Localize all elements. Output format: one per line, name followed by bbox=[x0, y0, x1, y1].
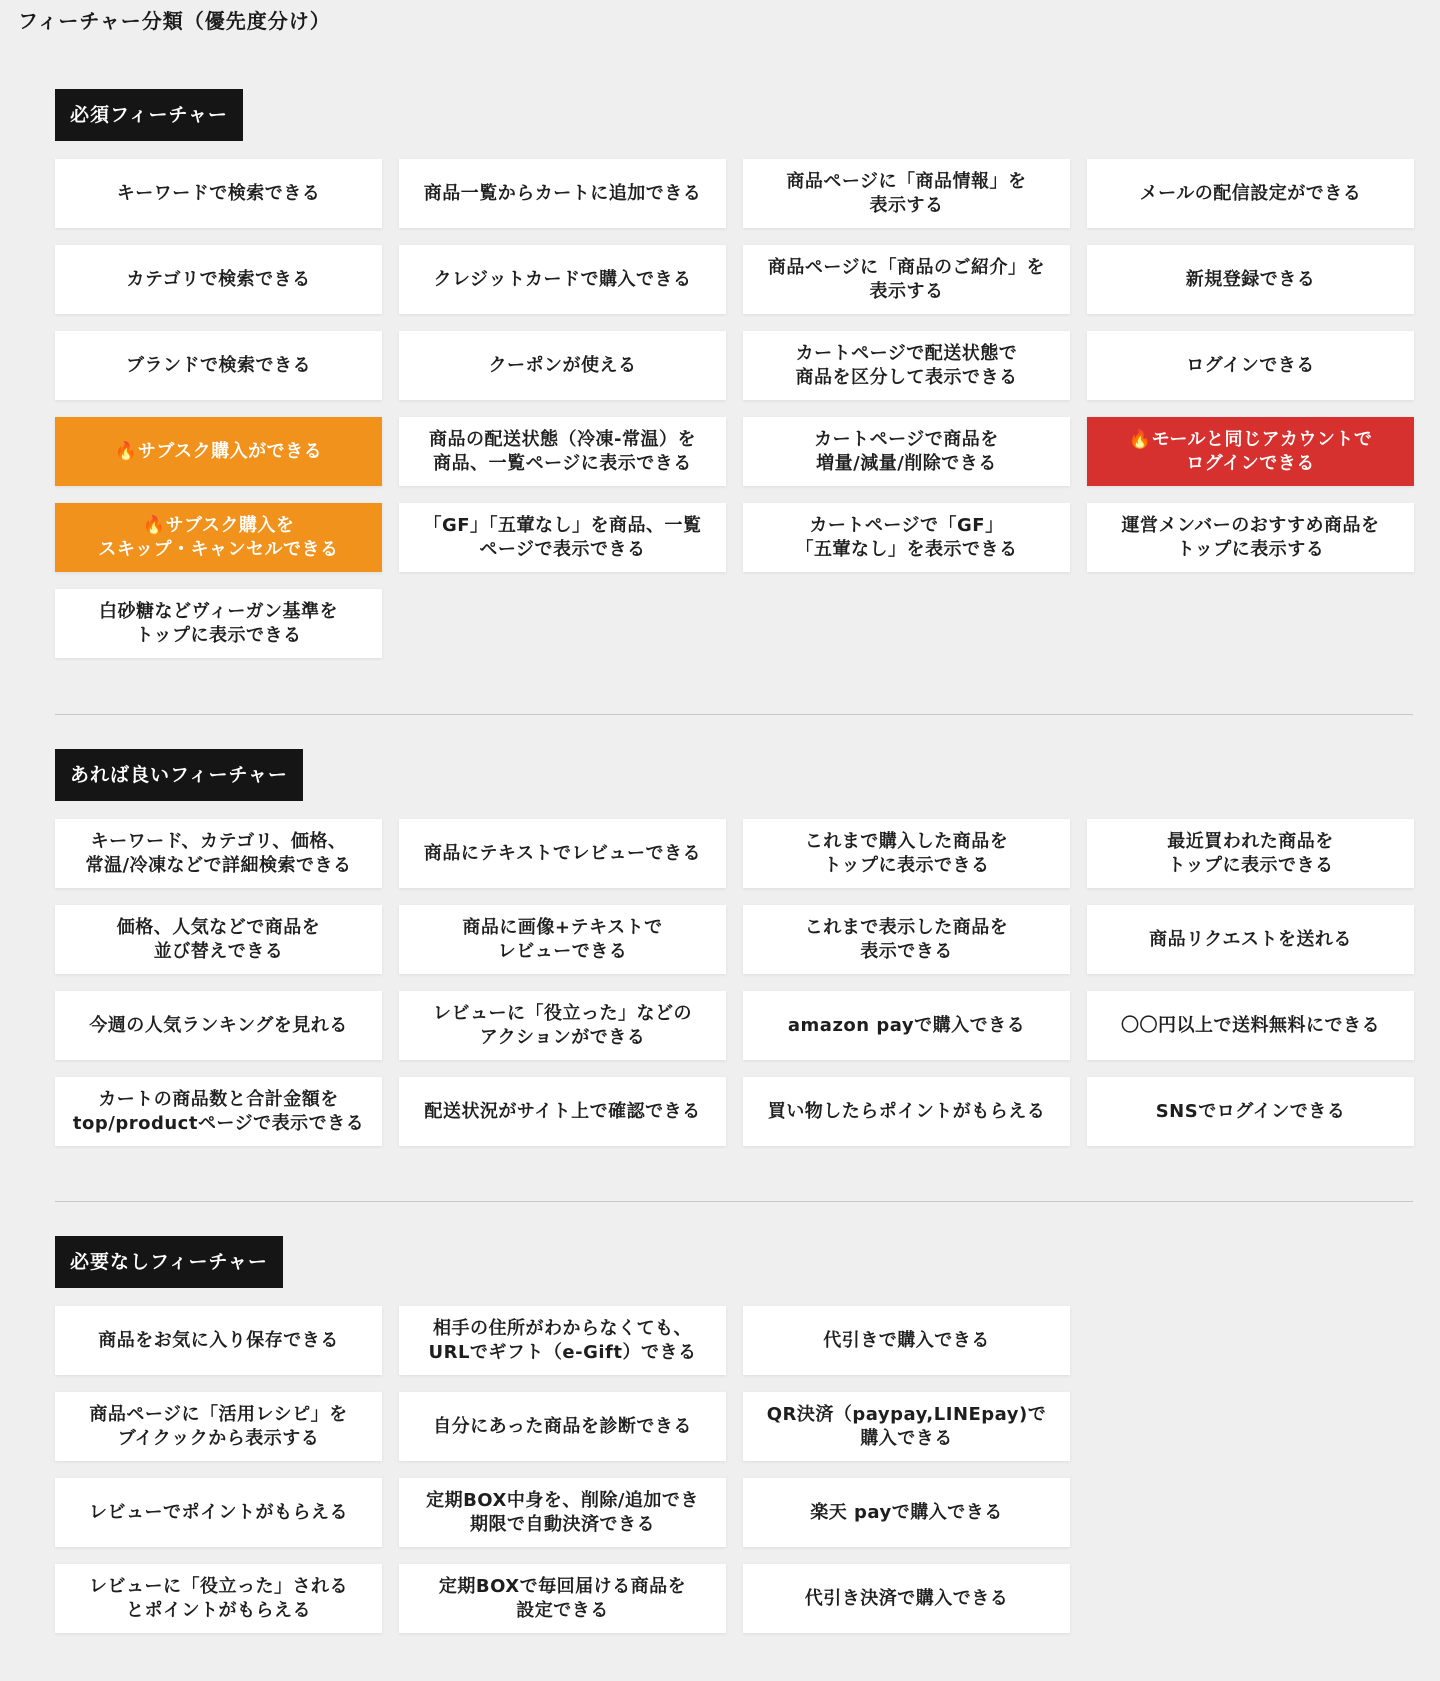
section-required bbox=[55, 89, 1413, 658]
feature-card: 楽天 payで購入できる bbox=[743, 1478, 1070, 1547]
feature-card: カテゴリで検索できる bbox=[55, 245, 382, 314]
feature-card: これまで表示した商品を 表示できる bbox=[743, 905, 1070, 974]
section-not-needed bbox=[55, 1236, 1413, 1633]
feature-card: ブランドで検索できる bbox=[55, 331, 382, 400]
feature-card: 白砂糖などヴィーガン基準を トップに表示できる bbox=[55, 589, 382, 658]
feature-card: 〇〇円以上で送料無料にできる bbox=[1087, 991, 1414, 1060]
feature-grid-nice-to-have bbox=[55, 819, 1413, 1146]
section-label-nice-to-have: あれば良いフィーチャー bbox=[55, 749, 303, 801]
page-title: フィーチャー分類（優先度分け） bbox=[18, 9, 331, 33]
feature-card: キーワード、カテゴリ、価格、 常温/冷凍などで詳細検索できる bbox=[55, 819, 382, 888]
feature-card: 代引きで購入できる bbox=[743, 1306, 1070, 1375]
empty-cell bbox=[1087, 1392, 1414, 1461]
feature-card: 商品ページに「商品情報」を 表示する bbox=[743, 159, 1070, 228]
feature-card: 🔥サブスク購入を スキップ・キャンセルできる bbox=[55, 503, 382, 572]
feature-card: これまで購入した商品を トップに表示できる bbox=[743, 819, 1070, 888]
feature-card: レビューに「役立った」などの アクションができる bbox=[399, 991, 726, 1060]
feature-card: レビューでポイントがもらえる bbox=[55, 1478, 382, 1547]
section-divider bbox=[55, 714, 1413, 715]
feature-card: キーワードで検索できる bbox=[55, 159, 382, 228]
feature-card: QR決済（paypay,LINEpay)で 購入できる bbox=[743, 1392, 1070, 1461]
feature-card: 定期BOX中身を、削除/追加でき 期限で自動決済できる bbox=[399, 1478, 726, 1547]
section-label-required: 必須フィーチャー bbox=[55, 89, 243, 141]
feature-card: 商品をお気に入り保存できる bbox=[55, 1306, 382, 1375]
feature-card: カートページで配送状態で 商品を区分して表示できる bbox=[743, 331, 1070, 400]
feature-card: 代引き決済で購入できる bbox=[743, 1564, 1070, 1633]
feature-card: メールの配信設定ができる bbox=[1087, 159, 1414, 228]
feature-card: カートの商品数と合計金額を top/productページで表示できる bbox=[55, 1077, 382, 1146]
feature-card: 🔥モールと同じアカウントで ログインできる bbox=[1087, 417, 1414, 486]
feature-card: レビューに「役立った」される とポイントがもらえる bbox=[55, 1564, 382, 1633]
empty-cell bbox=[1087, 1306, 1414, 1375]
feature-card: 最近買われた商品を トップに表示できる bbox=[1087, 819, 1414, 888]
section-divider bbox=[55, 1201, 1413, 1202]
feature-card: 商品の配送状態（冷凍-常温）を 商品、一覧ページに表示できる bbox=[399, 417, 726, 486]
feature-card: 🔥サブスク購入ができる bbox=[55, 417, 382, 486]
feature-card: amazon payで購入できる bbox=[743, 991, 1070, 1060]
feature-card: 商品リクエストを送れる bbox=[1087, 905, 1414, 974]
feature-card: 運営メンバーのおすすめ商品を トップに表示する bbox=[1087, 503, 1414, 572]
feature-card: 商品ページに「商品のご紹介」を 表示する bbox=[743, 245, 1070, 314]
feature-card: 商品一覧からカートに追加できる bbox=[399, 159, 726, 228]
feature-card: 今週の人気ランキングを見れる bbox=[55, 991, 382, 1060]
feature-card: 自分にあった商品を診断できる bbox=[399, 1392, 726, 1461]
empty-cell bbox=[1087, 1478, 1414, 1547]
feature-card: カートページで「GF」 「五葷なし」を表示できる bbox=[743, 503, 1070, 572]
feature-card: 商品ページに「活用レシピ」を ブイクックから表示する bbox=[55, 1392, 382, 1461]
feature-card: クーポンが使える bbox=[399, 331, 726, 400]
feature-card: 「GF」「五葷なし」を商品、一覧 ページで表示できる bbox=[399, 503, 726, 572]
feature-card: 相手の住所がわからなくても、 URLでギフト（e-Gift）できる bbox=[399, 1306, 726, 1375]
feature-card: 買い物したらポイントがもらえる bbox=[743, 1077, 1070, 1146]
feature-card: 価格、人気などで商品を 並び替えできる bbox=[55, 905, 382, 974]
feature-card: クレジットカードで購入できる bbox=[399, 245, 726, 314]
feature-card: 商品に画像+テキストで レビューできる bbox=[399, 905, 726, 974]
feature-card: カートページで商品を 増量/減量/削除できる bbox=[743, 417, 1070, 486]
section-label-not-needed: 必要なしフィーチャー bbox=[55, 1236, 283, 1288]
feature-grid-required bbox=[55, 159, 1413, 658]
section-nice-to-have bbox=[55, 749, 1413, 1146]
feature-card: 配送状況がサイト上で確認できる bbox=[399, 1077, 726, 1146]
feature-card: ログインできる bbox=[1087, 331, 1414, 400]
feature-card: 新規登録できる bbox=[1087, 245, 1414, 314]
feature-card: 商品にテキストでレビューできる bbox=[399, 819, 726, 888]
feature-card: 定期BOXで毎回届ける商品を 設定できる bbox=[399, 1564, 726, 1633]
feature-card: SNSでログインできる bbox=[1087, 1077, 1414, 1146]
feature-grid-not-needed bbox=[55, 1306, 1413, 1633]
